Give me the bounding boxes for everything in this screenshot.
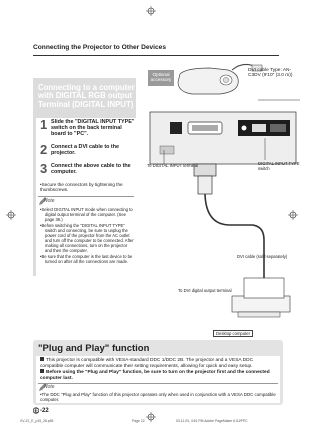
dvi-cable-sold-separately-label: DVI cable (sold separately) — [237, 254, 288, 259]
note-item: •Select DIGITAL INPUT mode when connecting to digital output terminal of the computer. (See page 36.) — [40, 207, 133, 223]
step-1-number: 1 — [40, 117, 48, 132]
vesa-compat-bullet — [40, 357, 277, 370]
footer-timestamp: 03.11.03, 4:51 PM Adobe PageMaker 6.5J/PPC — [176, 419, 248, 423]
desktop-computer-illustration — [232, 278, 290, 317]
footer-filename: XV-Z1_E_p15_28.p65 — [20, 419, 54, 423]
projector-illustration — [178, 68, 238, 94]
step-1-text: Slide the "DIGITAL INPUT TYPE" switch on the back terminal board to "PC". — [51, 119, 135, 138]
step-2-text: Connect a DVI cable to the projector. — [51, 144, 119, 157]
step-2-number: 2 — [40, 142, 48, 157]
header-rule — [33, 55, 279, 56]
registration-mark-top — [146, 6, 156, 16]
registration-mark-bottom — [146, 412, 156, 422]
power-order-text: Before using the "Plug and Play" function, be sure to turn on the projector first and the connected computer last. — [40, 370, 270, 381]
optional-accessory-badge: Optional accessory — [148, 70, 174, 86]
vesa-compat-text: This projector is compatible with VESA-standard DDC 1/DDC 2B. The projector and a VESA DDC compatible computer will communicate their setting requirements, allowing for quick and easy setup. — [40, 358, 254, 369]
page-header-title: Connecting the Projector to Other Devices — [33, 44, 166, 51]
bullet-square-icon — [40, 369, 44, 373]
digital-input-type-switch-label: DIGITAL INPUT TYPE switch — [258, 161, 300, 171]
to-digital-input-terminal-label: To DIGITAL INPUT terminal — [147, 163, 199, 168]
page-number-badge-icon — [33, 407, 39, 414]
step-3-text: Connect the above cable to the computer. — [51, 163, 131, 176]
footer-page: Page 22 — [132, 419, 145, 423]
ddc-note-text: •The DDC "Plug and Play" function of this projector operates only when used in conjunction with a VESA DDC compatible computer. — [40, 392, 276, 403]
terminal-panel — [150, 112, 296, 164]
note-label: Note — [44, 384, 55, 390]
dvi-cable-type-label: DVI cable Type: AN-C3DV (9'10" (3.0 m)) — [248, 68, 293, 79]
to-dvi-digital-output-label: To DVI digital output terminal — [178, 288, 232, 293]
note-list — [40, 207, 135, 264]
page-number: -22 — [40, 408, 49, 414]
thumbscrew-bullet: •Secure the connectors by tightening the thumbscrews. — [40, 182, 123, 193]
section-heading: Connecting to a computer with DIGITAL RGB output Terminal (DIGITAL INPUT) — [38, 83, 135, 109]
note-label: Note — [44, 198, 55, 204]
note-item: •Before switching the "DIGITAL INPUT TYPE" switch and connecting, be sure to unplug the power cord of the projector from the AC outlet and turn off the computer to be connected. After making all connections, turn on the projector and then the computer. — [40, 222, 134, 254]
svg-text:E: E — [34, 408, 38, 414]
registration-mark-left — [6, 210, 16, 220]
plug-and-play-title: "Plug and Play" function — [38, 343, 150, 354]
desktop-computer-label: Desktop computer — [213, 330, 253, 337]
note-item: •Be sure that the computer is the last device to be turned on after all the connections are made. — [40, 253, 133, 264]
step-3-number: 3 — [40, 161, 48, 176]
note-divider — [38, 383, 278, 384]
connection-diagram — [140, 60, 300, 340]
bullet-square-icon — [40, 357, 44, 361]
note-divider — [38, 196, 134, 197]
power-order-bullet — [40, 369, 277, 382]
